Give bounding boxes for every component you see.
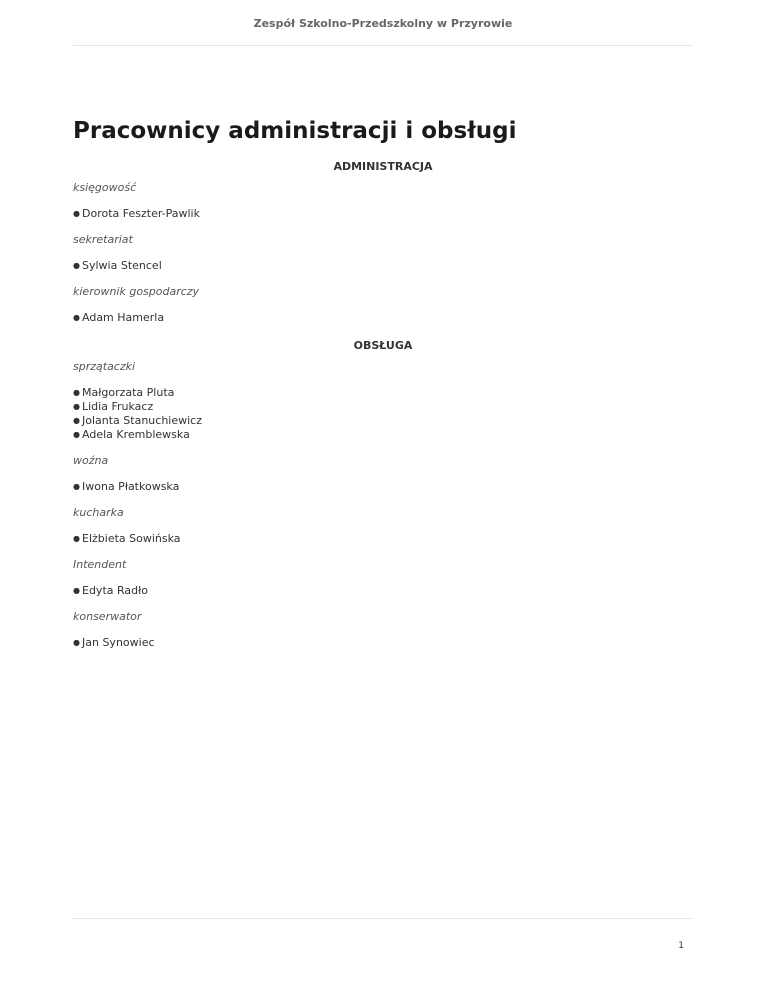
bullet-icon: ● [73, 482, 80, 491]
role-label: woźna [73, 454, 109, 467]
names-list [73, 636, 693, 650]
role-label: konserwator [73, 610, 142, 623]
bullet-icon: ● [73, 416, 80, 425]
person-name: Jan Synowiec [82, 636, 155, 649]
role-label: kucharka [73, 506, 124, 519]
bullet-icon: ● [73, 430, 80, 439]
role-label: księgowość [73, 181, 137, 194]
role-label: sprzątaczki [73, 360, 136, 373]
role-group [73, 181, 693, 221]
person-name: Małgorzata Pluta [82, 386, 175, 399]
names-list [73, 480, 693, 494]
role-label: sekretariat [73, 233, 133, 246]
main-content [73, 112, 693, 650]
role-group [73, 233, 693, 273]
page-title: Pracownicy administracji i obsługi [73, 118, 517, 144]
role-group [73, 454, 693, 494]
list-item [73, 428, 693, 442]
role-label: kierownik gospodarczy [73, 285, 200, 298]
role-group [73, 558, 693, 598]
names-list [73, 386, 693, 442]
section-obsluga [73, 338, 693, 650]
list-item [73, 386, 693, 400]
person-name: Iwona Płatkowska [82, 480, 180, 493]
person-name: Dorota Feszter-Pawlik [82, 207, 200, 220]
section-heading: OBSŁUGA [353, 339, 413, 352]
role-group [73, 610, 693, 650]
bullet-icon: ● [73, 586, 80, 595]
list-item [73, 532, 693, 546]
bullet-icon: ● [73, 313, 80, 322]
names-list [73, 207, 693, 221]
section-heading: ADMINISTRACJA [333, 160, 433, 173]
header-title: Zespół Szkolno-Przedszkolny w Przyrowie [253, 17, 513, 30]
bullet-icon: ● [73, 209, 80, 218]
list-item [73, 311, 693, 325]
names-list [73, 532, 693, 546]
names-list [73, 584, 693, 598]
bullet-icon: ● [73, 388, 80, 397]
person-name: Lidia Frukacz [82, 400, 154, 413]
page-header [73, 0, 693, 46]
list-item [73, 259, 693, 273]
bullet-icon: ● [73, 402, 80, 411]
bullet-icon: ● [73, 534, 80, 543]
person-name: Edyta Radło [82, 584, 148, 597]
page-footer [73, 918, 693, 994]
bullet-icon: ● [73, 638, 80, 647]
list-item [73, 636, 693, 650]
person-name: Adela Kremblewska [82, 428, 190, 441]
page-number: 1 [678, 941, 684, 951]
list-item [73, 414, 693, 428]
list-item [73, 400, 693, 414]
role-group [73, 360, 693, 442]
names-list [73, 311, 693, 325]
section-administracja [73, 159, 693, 325]
list-item [73, 480, 693, 494]
list-item [73, 584, 693, 598]
person-name: Jolanta Stanuchiewicz [82, 414, 202, 427]
person-name: Elżbieta Sowińska [82, 532, 181, 545]
role-group [73, 285, 693, 325]
person-name: Adam Hamerla [82, 311, 165, 324]
role-label: Intendent [73, 558, 127, 571]
names-list [73, 259, 693, 273]
person-name: Sylwia Stencel [82, 259, 162, 272]
role-group [73, 506, 693, 546]
bullet-icon: ● [73, 261, 80, 270]
list-item [73, 207, 693, 221]
